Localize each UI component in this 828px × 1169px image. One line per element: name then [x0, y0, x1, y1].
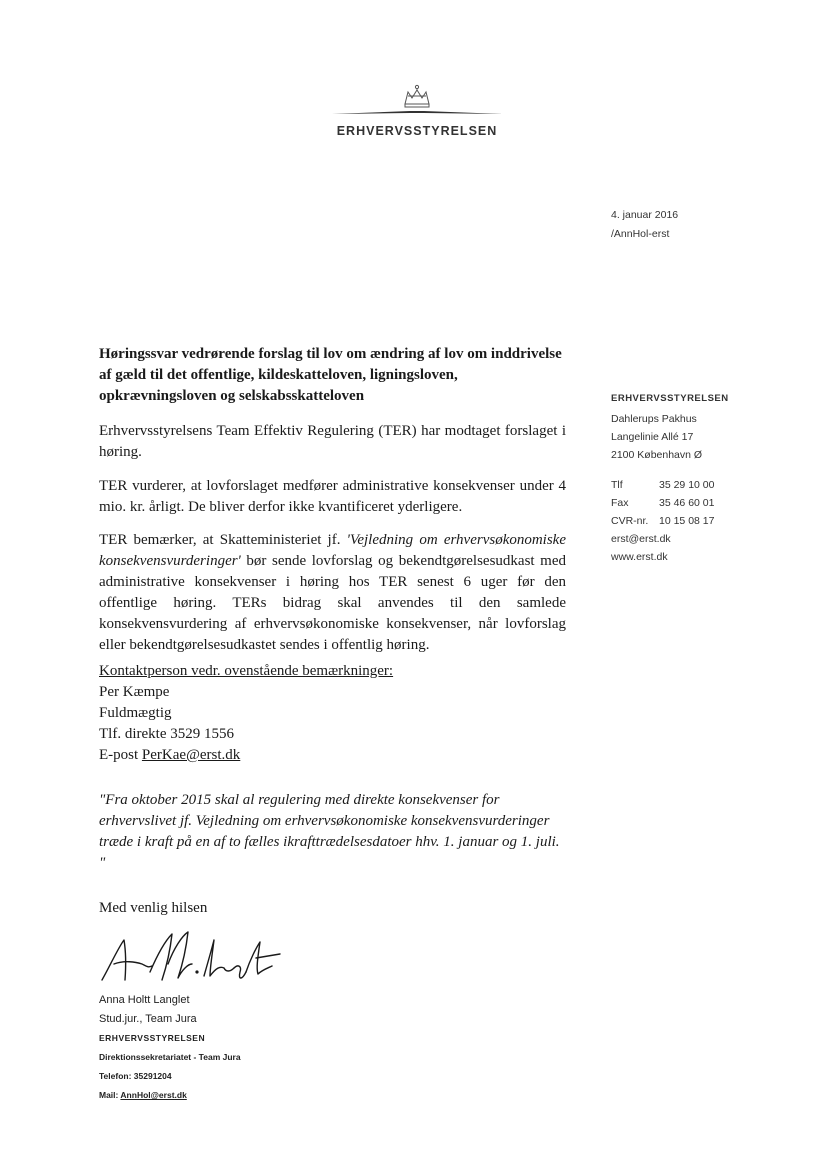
contact-email-label: E-post [99, 747, 142, 763]
signer-department: Direktionssekretariatet - Team Jura [99, 1052, 241, 1062]
contact-heading: Kontaktperson vedr. ovenstående bemærkninger: [99, 663, 394, 679]
letter-reference: /AnnHol-erst [611, 228, 670, 240]
signer-phone: Telefon: 35291204 [99, 1071, 172, 1081]
contact-value: 35 29 10 00 [659, 479, 715, 491]
paragraph-text: TER bemærker, at Skatteministeriet jf. [99, 532, 347, 548]
closing-greeting: Med venlig hilsen [99, 900, 208, 916]
signer-organization: ERHVERVSSTYRELSEN [99, 1033, 206, 1043]
signer-mail-label: Mail: [99, 1090, 121, 1100]
body-paragraph [99, 530, 566, 656]
contact-row-cvr [611, 512, 729, 530]
letter-date: 4. januar 2016 [611, 209, 679, 221]
guideline-title: 'Vejledning om erhvervsøkonomiske konsekvensvurderinger' [99, 532, 566, 569]
contact-label: CVR-nr. [611, 515, 649, 527]
sender-email-link[interactable]: erst@erst.dk [611, 533, 671, 545]
signer-mail-row [99, 1086, 241, 1105]
sender-name: ERHVERVSSTYRELSEN [611, 393, 729, 404]
signer-name: Anna Holtt Langlet [99, 994, 190, 1006]
letter-subject: Høringssvar vedrørende forslag til lov om ændring af lov om inddrivelse af gæld til det offentlige, kildeskatteloven, ligningsloven, opkrævningsloven og selskabsskatteloven [99, 346, 562, 404]
contact-row-fax [611, 494, 729, 512]
sender-web-link[interactable]: www.erst.dk [611, 551, 668, 563]
contact-title: Fuldmægtig [99, 705, 172, 721]
organization-logotype: ERHVERVSSTYRELSEN [336, 124, 498, 138]
signoff-block [99, 991, 241, 1105]
contact-name: Per Kæmpe [99, 684, 170, 700]
letter-meta [611, 206, 678, 244]
signer-title: Stud.jur., Team Jura [99, 1013, 197, 1025]
signer-mail-link[interactable]: AnnHol@erst.dk [120, 1090, 187, 1100]
contact-phone: Tlf. direkte 3529 1556 [99, 726, 234, 742]
contact-email-row [99, 745, 393, 766]
paragraph-text: bør sende lovforslag og bekendtgørelsesudkast med administrative konsekvenser i høring hos TER senest 6 uger før den offentlige høring. TERs bidrag skal anvendes til den samlede konsekvensvurdering af erhvervsøkonomiske konsekvenser, når lovforslag eller bekendtgørelsesudkastet sendes i offentlig høring. [99, 553, 566, 653]
contact-label: Fax [611, 497, 629, 509]
address-line: 2100 København Ø [611, 449, 703, 461]
contact-value: 10 15 08 17 [659, 515, 715, 527]
regulation-quote: "Fra oktober 2015 skal al regulering med direkte konsekvenser for erhvervslivet jf. Vejledning om erhvervsøkonomiske konsekvensvurderinger træde i kraft på en af to fælles ikrafttrædelsesdatoer hhv. 1. januar og 1. juli. " [99, 792, 560, 871]
contact-value: 35 46 60 01 [659, 497, 715, 509]
contact-email-link[interactable]: PerKae@erst.dk [141, 747, 241, 763]
contact-label: Tlf [611, 479, 623, 491]
handwritten-signature-icon [96, 928, 286, 988]
address-line: Langelinie Allé 17 [611, 431, 694, 443]
body-paragraph: Erhvervsstyrelsens Team Effektiv Regulering (TER) har modtaget forslaget i høring. [99, 423, 566, 460]
sender-block [611, 392, 729, 566]
contact-person-block [99, 661, 393, 766]
body-paragraph: TER vurderer, at lovforslaget medfører administrative konsekvenser under 4 mio. kr. årligt. De bliver derfor ikke kvantificeret yderligere. [99, 478, 566, 515]
contact-row-phone [611, 476, 729, 494]
address-line: Dahlerups Pakhus [611, 413, 697, 425]
